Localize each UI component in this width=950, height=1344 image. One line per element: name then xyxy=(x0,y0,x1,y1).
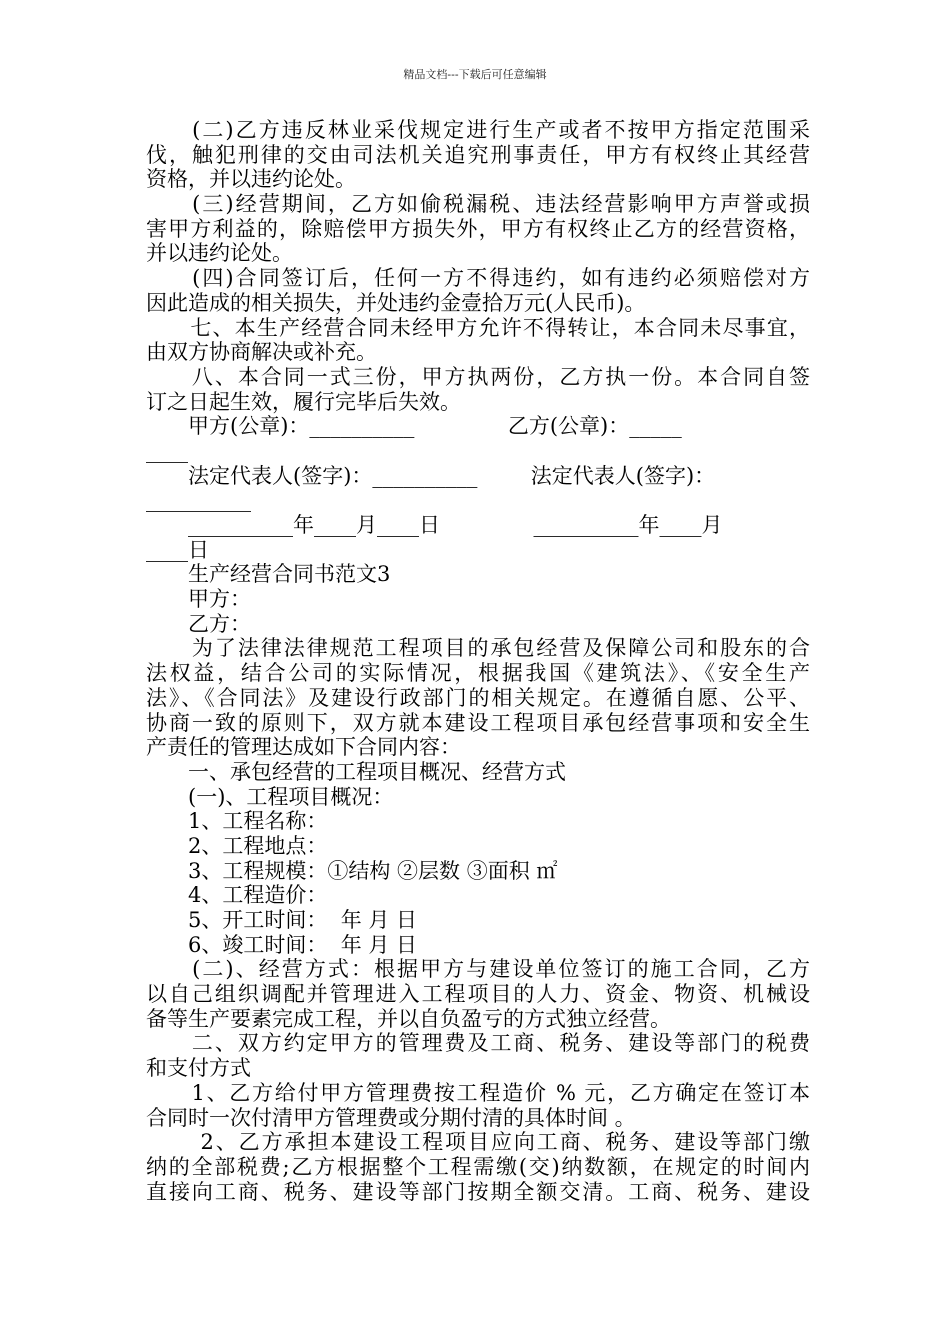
text-line: 一、承包经营的工程项目概况、经营方式 xyxy=(146,759,566,784)
text-line: __________ xyxy=(146,488,251,513)
text-line: 法》、《合同法》及建设行政部门的相关规定。在遵循自愿、公平、 xyxy=(146,685,810,710)
text-line: 备等生产要素完成工程，并以自负盈亏的方式独立经营。 xyxy=(146,1006,671,1031)
text-line: 协商一致的原则下，双方就本建设工程项目承包经营事项和安全生 xyxy=(146,710,810,735)
text-line: 为了法律法律规范工程项目的承包经营及保障公司和股东的合 xyxy=(146,636,810,661)
text-line: 1、乙方给付甲方管理费按工程造价 % 元，乙方确定在签订本 xyxy=(146,1080,810,1105)
text-line: 八、本合同一式三份，甲方执两份，乙方执一份。本合同自签 xyxy=(146,364,810,389)
text-line: 4、工程造价： xyxy=(146,883,328,908)
text-line: 1、工程名称： xyxy=(146,809,328,834)
text-line: (一)、工程项目概况： xyxy=(146,784,394,809)
text-line: ____ xyxy=(146,438,188,463)
text-line: 6、竣工时间： 年 月 日 xyxy=(146,932,418,957)
page-header: 精品文档---下载后可任意编辑 xyxy=(403,68,547,81)
text-line: 订之日起生效，履行完毕后失效。 xyxy=(146,389,461,414)
text-line: 纳的全部税费;乙方根据整个工程需缴(交)纳数额，在规定的时间内 xyxy=(146,1154,810,1179)
text-line: 直接向工商、税务、建设等部门按期全额交清。工商、税务、建设 xyxy=(146,1179,810,1204)
text-line: 二、双方约定甲方的管理费及工商、税务、建设等部门的税费 xyxy=(146,1031,810,1056)
text-line: (二)、经营方式：根据甲方与建设单位签订的施工合同，乙方 xyxy=(146,957,810,982)
text-line: 合同时一次付清甲方管理费或分期付清的具体时间 。 xyxy=(146,1105,636,1130)
text-line: (二)乙方违反林业采伐规定进行生产或者不按甲方指定范围采 xyxy=(146,118,810,142)
text-line: 并以违约论处。 xyxy=(146,241,293,266)
text-line: 甲方(公章)：__________ 乙方(公章)：_____ xyxy=(146,414,682,439)
text-line: __________年____月____日 __________年____月 xyxy=(146,513,723,537)
text-line: 5、开工时间： 年 月 日 xyxy=(146,908,418,932)
text-line: 以自己组织调配并管理进入工程项目的人力、资金、物资、机械设 xyxy=(146,982,810,1007)
text-line: 3、工程规模：①结构 ②层数 ③面积 ㎡ xyxy=(146,858,558,883)
document-body xyxy=(146,118,810,1204)
text-line: 法定代表人(签字)：__________ 法定代表人(签字)： xyxy=(146,463,716,488)
text-line: ____日 xyxy=(146,537,209,562)
text-line: 由双方协商解决或补充。 xyxy=(146,340,377,365)
text-line: 甲方： xyxy=(146,587,251,612)
text-line: 害甲方利益的，除赔偿甲方损失外，甲方有权终止乙方的经营资格， xyxy=(146,216,810,241)
text-line: 生产经营合同书范文3 xyxy=(146,562,391,587)
text-line: 和支付方式 xyxy=(146,1056,251,1081)
text-line: 产责任的管理达成如下合同内容： xyxy=(146,735,461,760)
text-line: 乙方： xyxy=(146,611,251,636)
text-line: 2、乙方承担本建设工程项目应向工商、税务、建设等部门缴 xyxy=(146,1130,810,1155)
text-line: 法权益，结合公司的实际情况，根据我国《建筑法》、《安全生产 xyxy=(146,661,810,686)
text-line: 资格，并以违约论处。 xyxy=(146,167,356,192)
text-line: (三)经营期间，乙方如偷税漏税、违法经营影响甲方声誉或损 xyxy=(146,192,810,217)
text-line: (四)合同签订后，任何一方不得违约，如有违约必须赔偿对方 xyxy=(146,266,810,291)
text-line: 2、工程地点： xyxy=(146,833,328,858)
text-line: 伐，触犯刑律的交由司法机关追究刑事责任，甲方有权终止其经营 xyxy=(146,142,810,167)
text-line: 七、本生产经营合同未经甲方允许不得转让，本合同未尽事宜， xyxy=(146,315,810,340)
text-line: 因此造成的相关损失，并处违约金壹拾万元(人民币)。 xyxy=(146,290,646,315)
